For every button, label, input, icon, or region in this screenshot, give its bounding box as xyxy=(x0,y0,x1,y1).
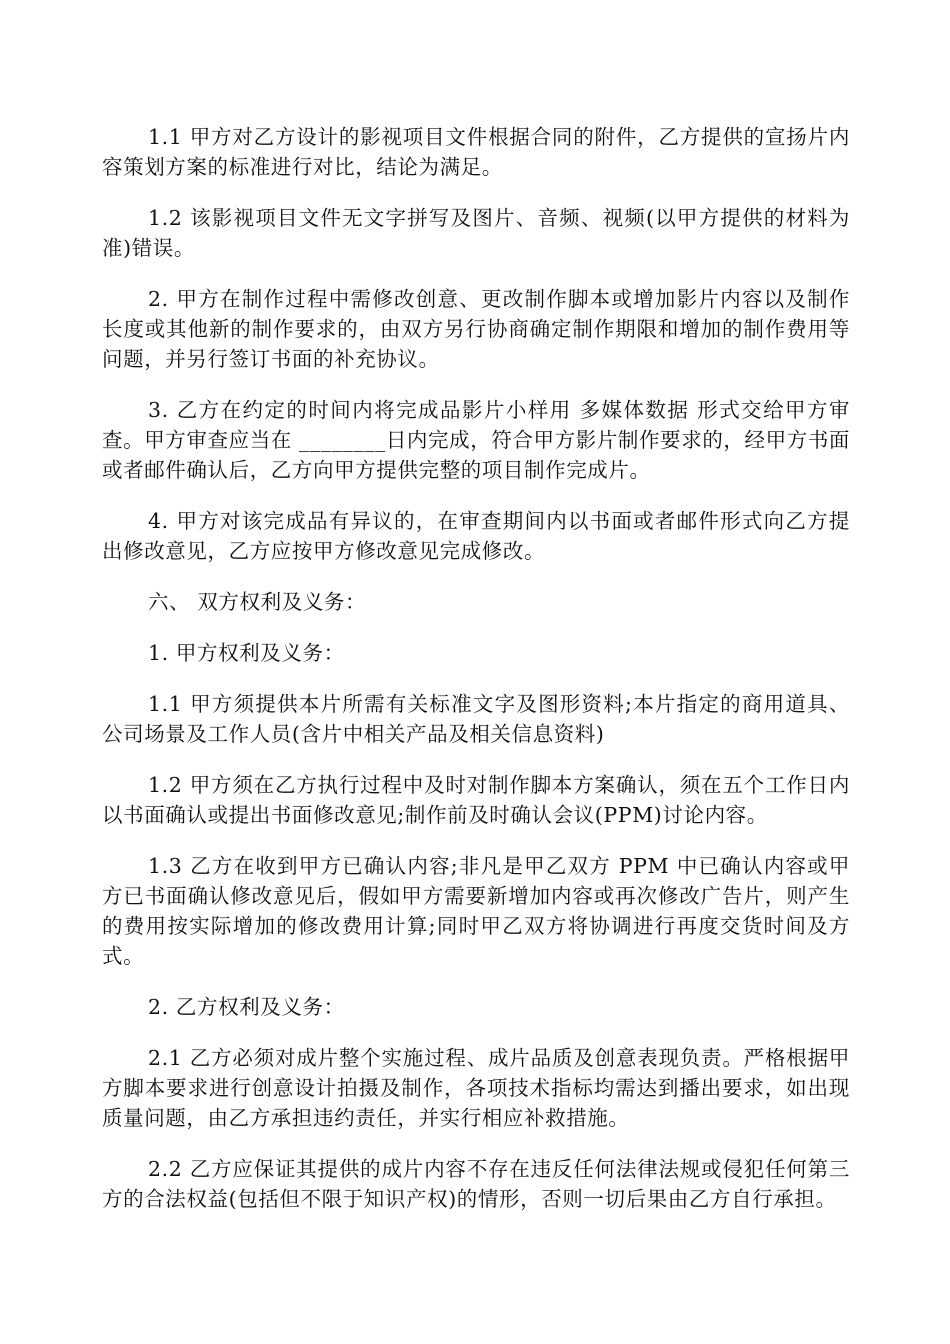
party-a-clause-1-2: 1.2 甲方须在乙方执行过程中及时对制作脚本方案确认，须在五个工作日内以书面确认或提出书面修改意见;制作前及时确认会议(PPM)讨论内容。 xyxy=(102,773,850,827)
subheading-party-b: 2. 乙方权利及义务： xyxy=(148,995,345,1019)
clause-1-2: 1.2 该影视项目文件无文字拼写及图片、音频、视频(以甲方提供的材料为准)错误。 xyxy=(102,206,850,260)
clause-1-1: 1.1 甲方对乙方设计的影视项目文件根据合同的附件，乙方提供的宣扬片内容策划方案的标准进行对比，结论为满足。 xyxy=(102,125,850,179)
subheading-party-a: 1. 甲方权利及义务： xyxy=(148,641,345,665)
party-a-clause-1-3: 1.3 乙方在收到甲方已确认内容;非凡是甲乙双方 PPM 中已确认内容或甲方已书面确认修改意见后，假如甲方需要新增加内容或再次修改广告片，则产生的费用按实际增加的修改费用计算;同时甲乙双方将协调进行再度交货时间及方式。 xyxy=(102,854,850,968)
document-page xyxy=(102,122,850,1235)
clause-3: 3. 乙方在约定的时间内将完成品影片小样用 多媒体数据 形式交给甲方审查。甲方审查应当在 ________日内完成，符合甲方影片制作要求的，经甲方书面或者邮件确认后，乙方向甲方提供完整的项目制作完成片。 xyxy=(102,398,851,482)
clause-2: 2. 甲方在制作过程中需修改创意、更改制作脚本或增加影片内容以及制作长度或其他新的制作要求的，由双方另行协商确定制作期限和增加的制作费用等问题，并另行签订书面的补充协议。 xyxy=(102,287,850,371)
party-a-clause-1-1: 1.1 甲方须提供本片所需有关标准文字及图形资料;本片指定的商用道具、公司场景及工作人员(含片中相关产品及相关信息资料) xyxy=(102,692,850,746)
section-heading-rights: 六、 双方权利及义务： xyxy=(148,590,367,614)
party-b-clause-2-2: 2.2 乙方应保证其提供的成片内容不存在违反任何法律法规或侵犯任何第三方的合法权益(包括但不限于知识产权)的情形，否则一切后果由乙方自行承担。 xyxy=(102,1157,850,1211)
clause-4: 4. 甲方对该完成品有异议的，在审查期间内以书面或者邮件形式向乙方提出修改意见，乙方应按甲方修改意见完成修改。 xyxy=(102,509,850,563)
party-b-clause-2-1: 2.1 乙方必须对成片整个实施过程、成片品质及创意表现负责。严格根据甲方脚本要求进行创意设计拍摄及制作，各项技术指标均需达到播出要求，如出现质量问题，由乙方承担违约责任，并实行相应补救措施。 xyxy=(102,1046,850,1130)
